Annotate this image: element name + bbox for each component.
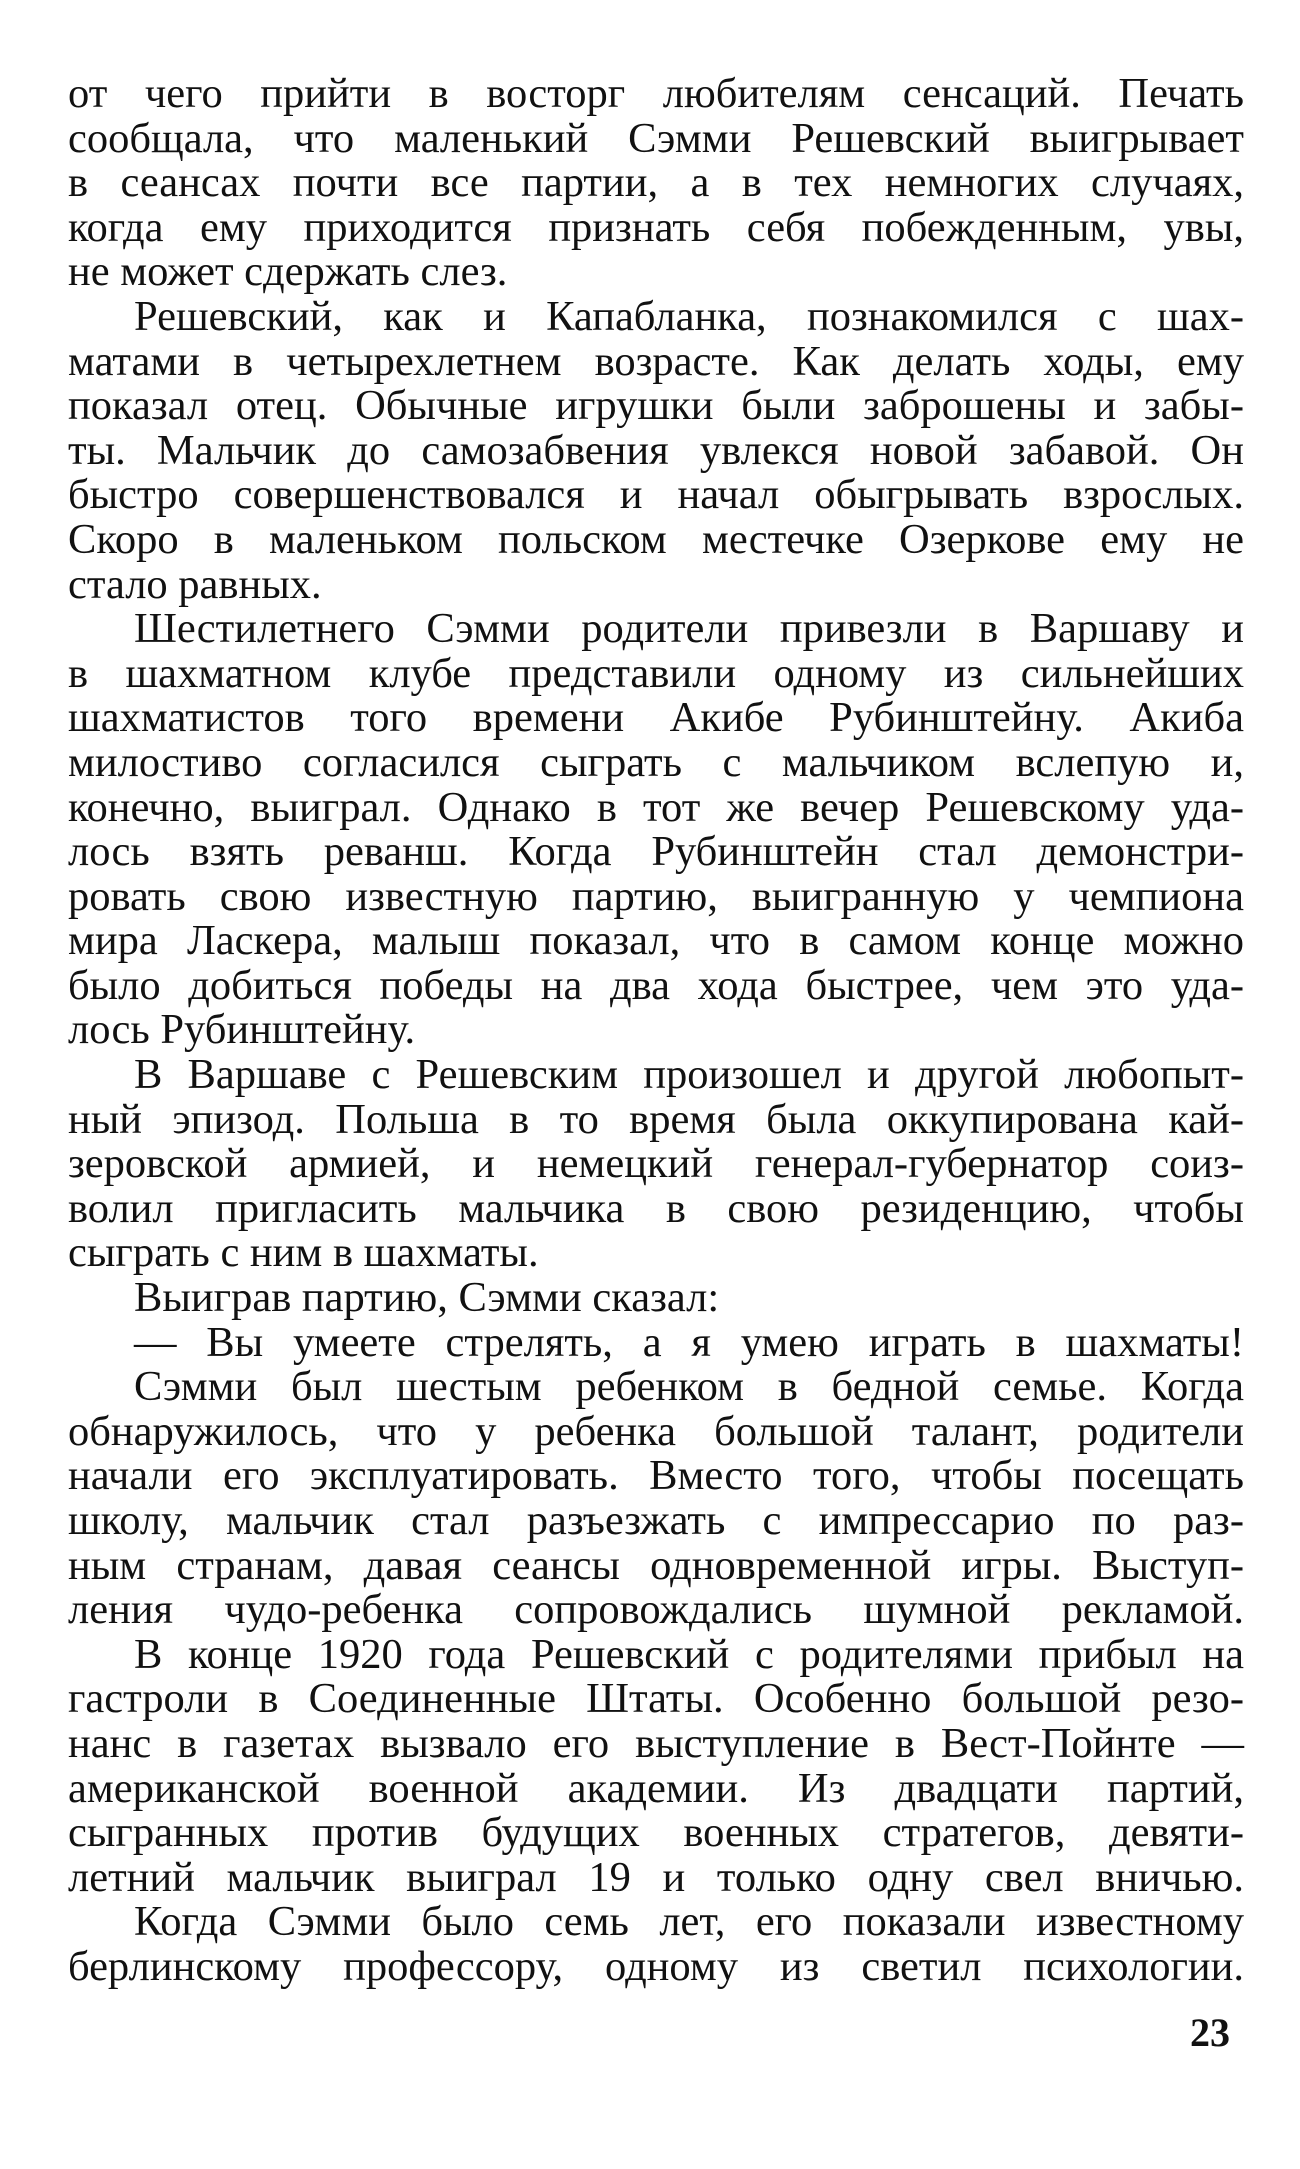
text-line: показал отец. Обычные игрушки были заброшены и забы- [68,382,1244,430]
text-line: от чего прийти в восторг любителям сенсаций. Печать [68,70,1244,117]
paragraph [68,1900,1244,1989]
text-line: лось взять реванш. Когда Рубинштейн стал демонстри- [68,828,1244,876]
text-line: конечно, выиграл. Однако в тот же вечер Решевскому уда- [68,783,1244,831]
text-line: обнаружилось, что у ребенка большой талант, родители [68,1407,1244,1455]
text-line: сыгранных против будущих военных стратегов, девяти- [68,1809,1244,1857]
text-line: ным странам, давая сеансы одновременной игры. Выступ- [68,1541,1244,1589]
text-line: когда ему приходится признать себя побежденным, увы, [68,203,1244,251]
text-line: нанс в газетах вызвало его выступление в Вест-Пойнте — [68,1719,1244,1767]
text-line: Скоро в маленьком польском местечке Озеркове ему не [68,515,1244,563]
text-line: гастроли в Соединенные Штаты. Особенно большой резо- [68,1675,1244,1723]
text-line: ты. Мальчик до самозабвения увлекся новой забавой. Он [68,426,1244,474]
text-line: американской военной академии. Из двадцати партий, [68,1764,1244,1812]
text-line: было добиться победы на два хода быстрее, чем это уда- [68,961,1244,1009]
text-line: волил пригласить мальчика в свою резиденцию, чтобы [68,1184,1244,1232]
text-line: ровать свою известную партию, выигранную у чемпиона [68,872,1244,920]
text-line: ный эпизод. Польша в то время была оккупирована кай- [68,1095,1244,1143]
text-line: сыграть с ним в шахматы. [68,1229,539,1277]
page-body [68,72,1244,1990]
text-line: быстро совершенствовался и начал обыгрывать взрослых. [68,471,1244,519]
text-line: Решевский, как и Капабланка, познакомился с шах- [134,292,1244,340]
text-line: Выиграв партию, Сэмми сказал: [134,1274,720,1322]
paragraph [68,1276,1244,1321]
paragraph [68,1365,1244,1633]
text-line: ления чудо-ребенка сопровождались шумной рекламой. [68,1586,1244,1634]
text-line: В Варшаве с Решевским произошел и другой любопыт- [134,1051,1244,1099]
text-line: стало равных. [68,560,322,608]
text-line: берлинскому профессору, одному из светил психологии. [68,1942,1244,1990]
text-line: зеровской армией, и немецкий генерал-губернатор соиз- [68,1140,1244,1188]
paragraph [68,292,1244,608]
text-line: лось Рубинштейну. [68,1006,416,1054]
text-line: шахматистов того времени Акибе Рубинштейну. Акиба [68,694,1244,742]
text-line: начали его эксплуатировать. Вместо того, чтобы посещать [68,1452,1244,1500]
paragraph [68,1318,1244,1366]
paragraph [68,1053,1244,1276]
text-line: В конце 1920 года Решевский с родителями прибыл на [134,1630,1244,1678]
text-line: Сэмми был шестым ребенком в бедной семье. Когда [134,1363,1244,1411]
paragraph [68,72,1244,295]
text-line: матами в четырехлетнем возрасте. Как делать ходы, ему [68,337,1244,385]
text-line: не может сдержать слез. [68,248,508,296]
paragraph [68,1630,1244,1901]
text-line: сообщала, что маленький Сэмми Решевский выигрывает [68,114,1244,162]
text-line: — Вы умеете стрелять, а я умею играть в шахматы! [134,1318,1244,1366]
text-line: летний мальчик выиграл 19 и только одну свел вничью. [68,1853,1244,1901]
text-line: мира Ласкера, малыш показал, что в самом конце можно [68,917,1244,965]
text-line: Когда Сэмми было семь лет, его показали известному [134,1898,1244,1946]
paragraph [68,607,1244,1053]
text-line: в сеансах почти все партии, а в тех немногих случаях, [68,159,1244,207]
text-line: школу, мальчик стал разъезжать с импрессарио по раз- [68,1497,1244,1544]
text-line: в шахматном клубе представили одному из сильнейших [68,649,1244,697]
page-number: 23 [1190,2010,1230,2055]
text-line: милостиво согласился сыграть с мальчиком вслепую и, [68,738,1244,786]
text-line: Шестилетнего Сэмми родители привезли в Варшаву и [134,605,1244,653]
